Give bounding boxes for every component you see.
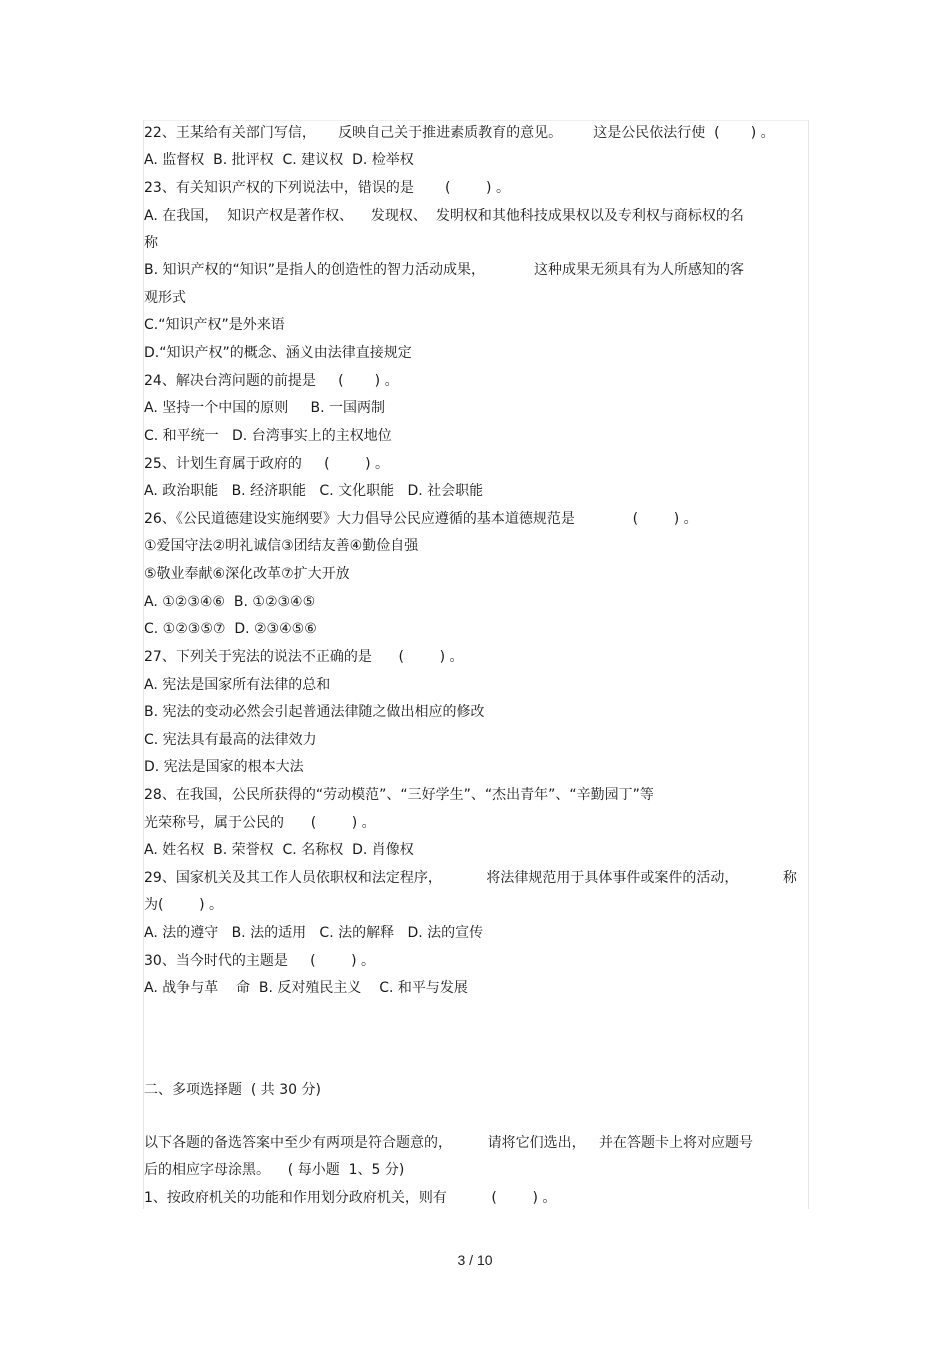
question-27-option-b: B. 宪法的变动必然会引起普通法律随之做出相应的修改 — [144, 704, 485, 720]
question-29-cont: 为( ) 。 — [144, 897, 223, 913]
section-instructions: 以下各题的备选答案中至少有两项是符合题意的， 请将它们选出， 并在答题卡上将对应题号 — [144, 1135, 753, 1151]
question-22-options: A. 监督权 B. 批评权 C. 建议权 D. 检举权 — [144, 152, 414, 168]
question-27-option-d: D. 宪法是国家的根本大法 — [144, 759, 304, 775]
question-30: 30、当今时代的主题是 ( ) 。 — [144, 953, 376, 969]
question-28-cont: 光荣称号，属于公民的 ( ) 。 — [144, 815, 376, 831]
question-27: 27、下列关于宪法的说法不正确的是 ( ) 。 — [144, 649, 464, 665]
question-29: 29、国家机关及其工作人员依职权和法定程序， 将法律规范用于具体事件或案件的活动， 称 — [144, 870, 797, 886]
question-26-items-1: ①爱国守法②明礼诚信③团结友善④勤俭自强 — [144, 538, 419, 554]
question-26-items-2: ⑤敬业奉献⑥深化改革⑦扩大开放 — [144, 566, 350, 582]
question-26-options-ab: A. ①②③④⑥ B. ①②③④⑤ — [144, 594, 316, 610]
multi-question-1: 1、按政府机关的功能和作用划分政府机关，则有 ( ) 。 — [144, 1190, 557, 1206]
question-23: 23、有关知识产权的下列说法中，错误的是 ( ) 。 — [144, 180, 510, 196]
question-23-option-b-cont: 观形式 — [144, 290, 186, 306]
question-23-option-c: C.“知识产权”是外来语 — [144, 317, 285, 333]
question-24-options-ab: A. 坚持一个中国的原则 B. 一国两制 — [144, 400, 385, 416]
question-28: 28、在我国，公民所获得的“劳动模范”、“三好学生”、“杰出青年”、“辛勤园丁”等 — [144, 787, 654, 803]
question-23-option-a-cont: 称 — [144, 235, 158, 251]
question-30-options: A. 战争与革 命 B. 反对殖民主义 C. 和平与发展 — [144, 980, 468, 996]
section-instructions-cont: 后的相应字母涂黑。 ( 每小题 1、5 分) — [144, 1162, 405, 1178]
question-24-options-cd: C. 和平统一 D. 台湾事实上的主权地位 — [144, 428, 392, 444]
question-23-option-b: B. 知识产权的“知识”是指人的创造性的智力活动成果， 这种成果无须具有为人所感知的客 — [144, 262, 744, 278]
question-27-option-c: C. 宪法具有最高的法律效力 — [144, 732, 317, 748]
question-27-option-a: A. 宪法是国家所有法律的总和 — [144, 677, 331, 693]
question-26-options-cd: C. ①②③⑤⑦ D. ②③④⑤⑥ — [144, 621, 317, 637]
question-23-option-d: D.“知识产权”的概念、涵义由法律直接规定 — [144, 345, 412, 361]
question-24: 24、解决台湾问题的前提是 ( ) 。 — [144, 373, 399, 389]
page-number: 3 / 10 — [457, 1252, 493, 1268]
question-29-options: A. 法的遵守 B. 法的适用 C. 法的解释 D. 法的宣传 — [144, 925, 484, 941]
question-22: 22、王某给有关部门写信， 反映自己关于推进素质教育的意见。 这是公民依法行使 ( ) 。 — [144, 125, 775, 141]
question-25-options: A. 政治职能 B. 经济职能 C. 文化职能 D. 社会职能 — [144, 483, 484, 499]
question-25: 25、计划生育属于政府的 ( ) 。 — [144, 456, 390, 472]
question-26: 26、《公民道德建设实施纲要》大力倡导公民应遵循的基本道德规范是 ( ) 。 — [144, 511, 698, 527]
question-28-options: A. 姓名权 B. 荣誉权 C. 名称权 D. 肖像权 — [144, 842, 414, 858]
section-heading-multiple-choice: 二、多项选择题 ( 共 30 分) — [144, 1082, 321, 1098]
question-23-option-a: A. 在我国， 知识产权是著作权、 发现权、 发明权和其他科技成果权以及专利权与商标权的名 — [144, 208, 744, 224]
